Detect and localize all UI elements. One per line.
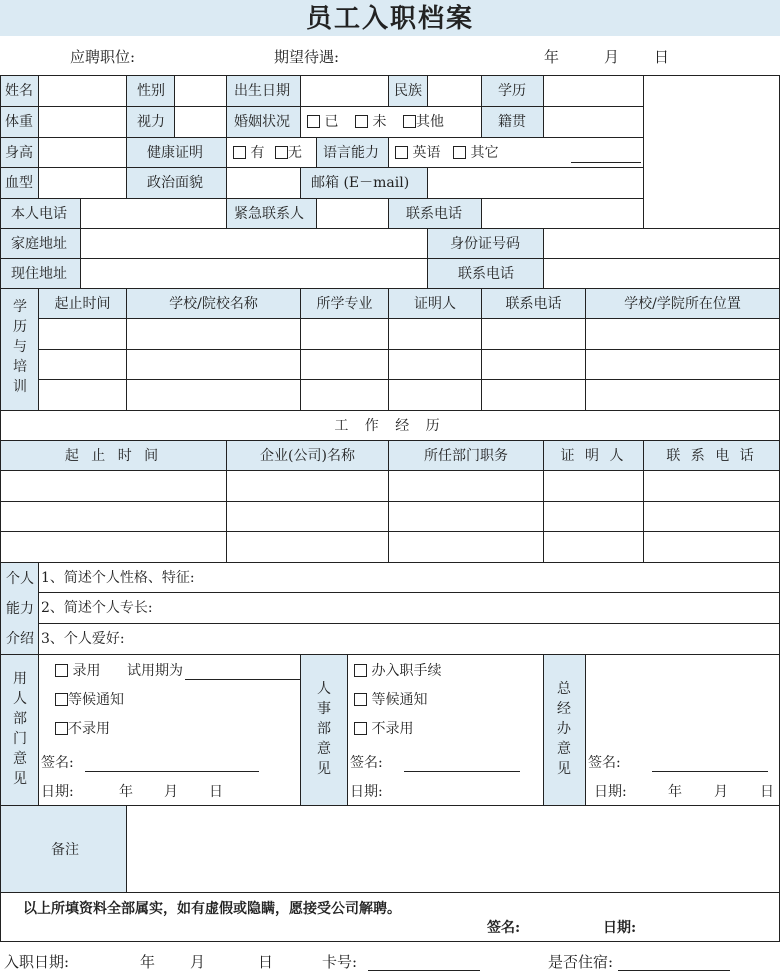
form-title: 员工入职档案 bbox=[0, 0, 780, 36]
native-label-cell bbox=[481, 106, 544, 138]
weight-label-cell bbox=[0, 106, 39, 138]
english-label: 英语 bbox=[412, 145, 441, 161]
work-cell-r0-c2[interactable] bbox=[388, 470, 544, 502]
salary-label: 期望待遇: bbox=[274, 48, 340, 66]
ethnicity-label: 民族 bbox=[394, 83, 422, 99]
remark-field[interactable] bbox=[126, 805, 780, 893]
other-lang-checkbox[interactable] bbox=[453, 146, 466, 159]
dept-side-3: 门 bbox=[13, 731, 27, 747]
gm-side-3: 意 bbox=[557, 741, 571, 757]
unmarried-checkbox[interactable] bbox=[355, 115, 368, 128]
work-col-time bbox=[0, 440, 227, 471]
ability-item-2: 3、个人爱好: bbox=[41, 631, 125, 647]
education-field[interactable] bbox=[543, 75, 644, 107]
height-label-cell bbox=[0, 137, 39, 168]
hr-date-label: 日期: bbox=[350, 784, 383, 800]
entry-month: 月 bbox=[190, 953, 206, 971]
work-cell-r1-c1[interactable] bbox=[226, 501, 389, 532]
id-label-cell bbox=[427, 228, 544, 259]
edu-cell-r1-c0[interactable] bbox=[38, 349, 127, 380]
work-cell-r1-c2[interactable] bbox=[388, 501, 544, 532]
health-label-cell bbox=[126, 137, 227, 168]
health-none-checkbox[interactable] bbox=[275, 146, 288, 159]
work-cell-r2-c0[interactable] bbox=[0, 531, 227, 563]
gm-year: 年 bbox=[668, 784, 682, 800]
language-label: 语言能力 bbox=[323, 145, 379, 161]
edu-col-major-label: 所学专业 bbox=[316, 296, 373, 312]
declaration-text: 以上所填资料全部属实，如有虚假或隐瞒，愿接受公司解聘。 bbox=[23, 901, 401, 917]
education-label: 学历 bbox=[498, 83, 526, 99]
education-label-cell bbox=[481, 75, 544, 107]
ability-specialty[interactable] bbox=[38, 592, 780, 624]
ethnicity-label-cell bbox=[388, 75, 428, 107]
hr-side-1: 事 bbox=[317, 701, 331, 717]
card-label: 卡号: bbox=[322, 953, 358, 971]
card-line[interactable] bbox=[368, 970, 480, 971]
work-col-position-label: 所任部门职务 bbox=[424, 448, 508, 464]
work-col-phone bbox=[643, 440, 780, 471]
photo-area[interactable] bbox=[643, 75, 780, 229]
name-field[interactable] bbox=[38, 75, 127, 107]
onboard-label: 办入职手续 bbox=[371, 663, 442, 679]
edu-side-0: 学 bbox=[13, 299, 27, 315]
marital-label-cell bbox=[226, 106, 301, 138]
ability-item-0: 1、简述个人性格、特征: bbox=[41, 570, 195, 586]
address-label-cell bbox=[0, 258, 81, 289]
dept-opinion bbox=[38, 654, 301, 806]
health-none-label: 无 bbox=[288, 145, 302, 161]
contact-phone2-label-cell bbox=[427, 258, 544, 289]
email-field[interactable] bbox=[427, 167, 644, 199]
hr-wait-label: 等候通知 bbox=[371, 692, 428, 708]
weight-label: 体重 bbox=[5, 114, 33, 130]
email-label: 邮箱 (E－mail) bbox=[311, 175, 410, 191]
home-label: 家庭地址 bbox=[11, 236, 67, 252]
hr-side-2: 部 bbox=[317, 721, 331, 737]
edu-side-3: 培 bbox=[13, 359, 27, 375]
other-marital-checkbox[interactable] bbox=[403, 115, 416, 128]
edu-col-time-label: 起止时间 bbox=[54, 296, 111, 312]
edu-col-location-label: 学校/学院所在位置 bbox=[624, 296, 741, 312]
reject-label: 不录用 bbox=[68, 721, 110, 737]
gender-label-cell bbox=[126, 75, 175, 107]
header-year: 年 bbox=[544, 48, 560, 66]
edu-cell-r0-c4[interactable] bbox=[481, 318, 586, 350]
edu-cell-r2-c0[interactable] bbox=[38, 379, 127, 411]
birth-field[interactable] bbox=[300, 75, 389, 107]
declaration-sign: 签名: bbox=[487, 920, 521, 936]
height-field[interactable] bbox=[38, 137, 127, 168]
work-col-witness-label: 证 明 人 bbox=[560, 448, 627, 464]
contact-phone2-field[interactable] bbox=[543, 258, 780, 289]
political-label: 政治面貌 bbox=[147, 175, 203, 191]
ability-side-cell bbox=[0, 562, 39, 655]
language-label-cell bbox=[316, 137, 389, 168]
work-cell-r2-c4[interactable] bbox=[643, 531, 780, 563]
edu-side-2: 与 bbox=[13, 339, 27, 355]
dept-sign-label: 签名: bbox=[41, 755, 74, 771]
declaration-date: 日期: bbox=[603, 920, 637, 936]
health-label: 健康证明 bbox=[147, 145, 203, 161]
edu-cell-r1-c1[interactable] bbox=[126, 349, 301, 380]
edu-col-witness bbox=[388, 288, 482, 319]
contact-phone-field[interactable] bbox=[481, 198, 644, 229]
hr-opinion bbox=[347, 654, 544, 806]
edu-cell-r1-c3[interactable] bbox=[388, 349, 482, 380]
edu-cell-r2-c3[interactable] bbox=[388, 379, 482, 411]
work-col-company-label: 企业(公司)名称 bbox=[260, 448, 355, 464]
reject-checkbox[interactable] bbox=[55, 722, 68, 735]
work-cell-r0-c3[interactable] bbox=[543, 470, 644, 502]
gm-side-1: 经 bbox=[557, 701, 571, 717]
edu-col-phone-label: 联系电话 bbox=[505, 296, 562, 312]
hr-sign-label: 签名: bbox=[350, 755, 383, 771]
edu-side-cell bbox=[0, 288, 39, 411]
dept-side-1: 人 bbox=[13, 691, 27, 707]
address-field[interactable] bbox=[80, 258, 428, 289]
name-label: 姓名 bbox=[5, 83, 33, 99]
edu-cell-r0-c1[interactable] bbox=[126, 318, 301, 350]
remark-label-cell bbox=[0, 805, 127, 893]
probation-line[interactable] bbox=[185, 679, 301, 680]
edu-col-school-label: 学校/院校名称 bbox=[169, 296, 258, 312]
other-lang-label: 其它 bbox=[470, 145, 499, 161]
edu-cell-r2-c2[interactable] bbox=[300, 379, 389, 411]
dept-side-4: 意 bbox=[13, 751, 27, 767]
gm-side-cell bbox=[543, 654, 586, 806]
work-cell-r2-c3[interactable] bbox=[543, 531, 644, 563]
ethnicity-field[interactable] bbox=[427, 75, 482, 107]
blood-field[interactable] bbox=[38, 167, 127, 199]
onboard-checkbox[interactable] bbox=[354, 664, 367, 677]
edu-col-time bbox=[38, 288, 127, 319]
name-label-cell bbox=[0, 75, 39, 107]
work-cell-r0-c1[interactable] bbox=[226, 470, 389, 502]
edu-cell-r1-c5[interactable] bbox=[585, 349, 780, 380]
blood-label: 血型 bbox=[5, 175, 33, 191]
edu-col-phone bbox=[481, 288, 586, 319]
work-cell-r0-c0[interactable] bbox=[0, 470, 227, 502]
edu-cell-r1-c2[interactable] bbox=[300, 349, 389, 380]
id-label: 身份证号码 bbox=[450, 236, 520, 252]
header-day: 日 bbox=[654, 48, 670, 66]
entry-date-label: 入职日期: bbox=[4, 953, 70, 971]
married-label: 已 bbox=[324, 114, 339, 130]
vision-label-cell bbox=[126, 106, 175, 138]
weight-field[interactable] bbox=[38, 106, 127, 138]
position-label: 应聘职位: bbox=[70, 48, 136, 66]
phone-field[interactable] bbox=[80, 198, 227, 229]
work-title: 工 作 经 历 bbox=[334, 418, 446, 434]
emergency-label-cell bbox=[226, 198, 317, 229]
dept-day: 日 bbox=[209, 784, 223, 800]
vision-field[interactable] bbox=[174, 106, 227, 138]
edu-col-witness-label: 证明人 bbox=[414, 296, 456, 312]
gm-opinion bbox=[585, 654, 780, 806]
work-cell-r2-c1[interactable] bbox=[226, 531, 389, 563]
dept-date-label: 日期: bbox=[41, 784, 74, 800]
dept-side-0: 用 bbox=[13, 671, 27, 687]
health-options bbox=[226, 137, 317, 168]
hire-checkbox[interactable] bbox=[55, 664, 68, 677]
edu-cell-r0-c3[interactable] bbox=[388, 318, 482, 350]
hr-sign-line[interactable] bbox=[404, 771, 520, 772]
emergency-field[interactable] bbox=[316, 198, 389, 229]
work-col-company bbox=[226, 440, 389, 471]
birth-label-cell bbox=[226, 75, 301, 107]
phone-label: 本人电话 bbox=[11, 206, 67, 222]
hr-side-4: 见 bbox=[317, 761, 331, 777]
married-checkbox[interactable] bbox=[307, 115, 320, 128]
unmarried-label: 未 bbox=[372, 114, 387, 130]
edu-cell-r0-c5[interactable] bbox=[585, 318, 780, 350]
hr-side-0: 人 bbox=[317, 681, 331, 697]
ability-hobby[interactable] bbox=[38, 623, 780, 655]
work-col-time-label: 起 止 时 间 bbox=[64, 448, 163, 464]
work-cell-r2-c2[interactable] bbox=[388, 531, 544, 563]
gm-sign-line[interactable] bbox=[652, 771, 768, 772]
address-label: 现住地址 bbox=[11, 266, 67, 282]
edu-col-school bbox=[126, 288, 301, 319]
work-col-phone-label: 联 系 电 话 bbox=[666, 448, 757, 464]
entry-year: 年 bbox=[140, 953, 156, 971]
edu-col-location bbox=[585, 288, 780, 319]
contact-phone-label: 联系电话 bbox=[406, 206, 462, 222]
birth-label: 出生日期 bbox=[234, 83, 290, 99]
height-label: 身高 bbox=[5, 145, 33, 161]
ability-personality[interactable] bbox=[38, 562, 780, 593]
dept-side-2: 部 bbox=[13, 711, 27, 727]
work-col-witness bbox=[543, 440, 644, 471]
language-options bbox=[388, 137, 644, 168]
work-cell-r1-c4[interactable] bbox=[643, 501, 780, 532]
political-field[interactable] bbox=[226, 167, 301, 199]
entry-day: 日 bbox=[258, 953, 274, 971]
contact-phone-label-cell bbox=[388, 198, 482, 229]
edu-col-major bbox=[300, 288, 389, 319]
ability-side-2: 介绍 bbox=[6, 631, 34, 647]
gm-side-4: 见 bbox=[557, 761, 571, 777]
gender-field[interactable] bbox=[174, 75, 227, 107]
edu-side-4: 训 bbox=[13, 379, 27, 395]
ability-side-0: 个人 bbox=[6, 571, 34, 587]
edu-cell-r2-c4[interactable] bbox=[481, 379, 586, 411]
hire-label: 录用 bbox=[72, 663, 101, 679]
wait-label: 等候通知 bbox=[68, 692, 124, 708]
dept-year: 年 bbox=[119, 784, 133, 800]
gm-side-2: 办 bbox=[557, 721, 571, 737]
dorm-label: 是否住宿: bbox=[548, 953, 614, 971]
header-month: 月 bbox=[604, 48, 620, 66]
hr-side-3: 意 bbox=[317, 741, 331, 757]
dept-side-5: 见 bbox=[13, 771, 27, 787]
phone-label-cell bbox=[0, 198, 81, 229]
wait-checkbox[interactable] bbox=[55, 693, 68, 706]
home-label-cell bbox=[0, 228, 81, 259]
ability-side-1: 能力 bbox=[6, 601, 34, 617]
dept-sign-line[interactable] bbox=[85, 771, 259, 772]
edu-cell-r2-c5[interactable] bbox=[585, 379, 780, 411]
english-checkbox[interactable] bbox=[395, 146, 408, 159]
work-col-position bbox=[388, 440, 544, 471]
emergency-label: 紧急联系人 bbox=[234, 206, 304, 222]
edu-side-1: 历 bbox=[13, 319, 27, 335]
vision-label: 视力 bbox=[137, 114, 165, 130]
home-field[interactable] bbox=[80, 228, 428, 259]
native-field[interactable] bbox=[543, 106, 644, 138]
hr-reject-checkbox[interactable] bbox=[354, 722, 367, 735]
dorm-line[interactable] bbox=[618, 970, 730, 971]
gm-side-0: 总 bbox=[557, 681, 571, 697]
edu-cell-r1-c4[interactable] bbox=[481, 349, 586, 380]
hr-reject-label: 不录用 bbox=[371, 721, 414, 737]
work-cell-r1-c3[interactable] bbox=[543, 501, 644, 532]
work-cell-r0-c4[interactable] bbox=[643, 470, 780, 502]
ability-item-1: 2、简述个人专长: bbox=[41, 600, 153, 616]
health-have-checkbox[interactable] bbox=[233, 146, 246, 159]
work-title-cell bbox=[0, 410, 780, 441]
health-have-label: 有 bbox=[250, 145, 265, 161]
work-cell-r1-c0[interactable] bbox=[0, 501, 227, 532]
gm-day: 日 bbox=[760, 784, 774, 800]
edu-cell-r2-c1[interactable] bbox=[126, 379, 301, 411]
other-lang-line[interactable] bbox=[571, 162, 641, 163]
marital-label: 婚姻状况 bbox=[234, 114, 290, 130]
contact-phone2-label: 联系电话 bbox=[458, 266, 514, 282]
edu-cell-r0-c2[interactable] bbox=[300, 318, 389, 350]
marital-options bbox=[300, 106, 482, 138]
edu-cell-r0-c0[interactable] bbox=[38, 318, 127, 350]
gm-date-label: 日期: bbox=[594, 784, 627, 800]
hr-side-cell bbox=[300, 654, 348, 806]
native-label: 籍贯 bbox=[498, 114, 526, 130]
probation-label: 试用期为 bbox=[127, 663, 183, 679]
political-label-cell bbox=[126, 167, 227, 199]
dept-side-cell bbox=[0, 654, 39, 806]
email-label-cell bbox=[300, 167, 428, 199]
other-marital-label: 其他 bbox=[416, 114, 444, 130]
gender-label: 性别 bbox=[137, 83, 165, 99]
gm-month: 月 bbox=[714, 784, 728, 800]
dept-month: 月 bbox=[164, 784, 178, 800]
remark-label: 备注 bbox=[51, 842, 79, 858]
hr-wait-checkbox[interactable] bbox=[354, 693, 367, 706]
declaration-cell bbox=[0, 892, 780, 942]
blood-label-cell bbox=[0, 167, 39, 199]
id-field[interactable] bbox=[543, 228, 780, 259]
gm-sign-label: 签名: bbox=[588, 755, 621, 771]
